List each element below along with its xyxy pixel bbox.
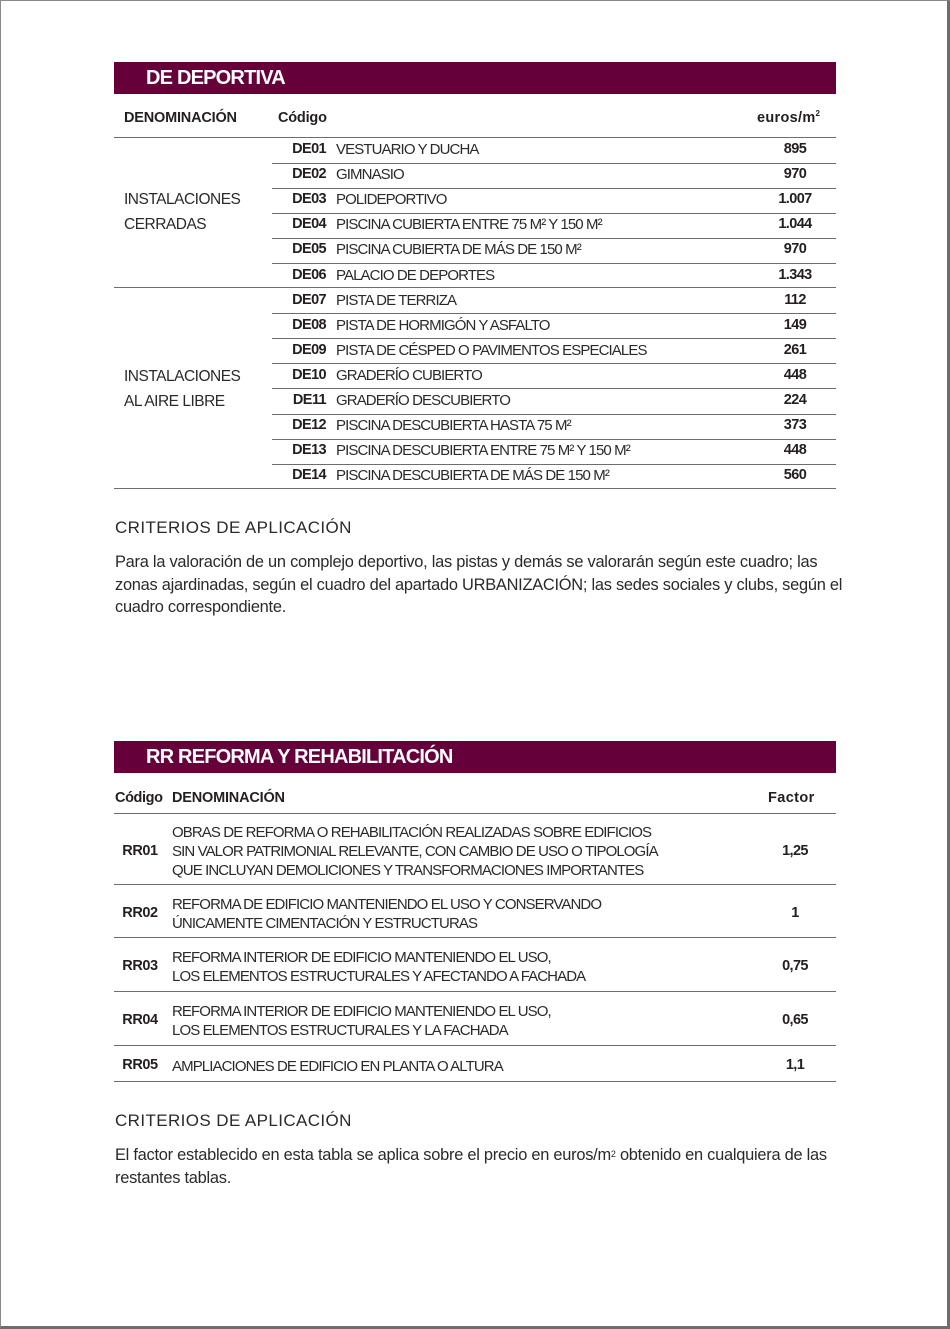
row-name-line: REFORMA INTERIOR DE EDIFICIO MANTENIENDO EL USO,	[172, 949, 551, 966]
row-name: PISCINA CUBIERTA ENTRE 75 M² Y 150 M²	[336, 216, 602, 234]
table-top-rule	[114, 137, 836, 138]
row-code: DE05	[292, 241, 326, 258]
row-code: DE02	[292, 166, 326, 183]
row-name	[172, 1057, 503, 1076]
row-name: PISCINA DESCUBIERTA ENTRE 75 M² Y 150 M²	[336, 442, 630, 460]
row-separator	[272, 414, 836, 415]
group-label-line: AL AIRE LIBRE	[124, 393, 225, 410]
row-name-line: SIN VALOR PATRIMONIAL RELEVANTE, CON CAMBIO DE USO O TIPOLOGÍA	[172, 843, 658, 860]
row-name-line: LOS ELEMENTOS ESTRUCTURALES Y AFECTANDO A FACHADA	[172, 968, 586, 985]
row-code: DE10	[292, 366, 326, 383]
row-name: PALACIO DE DEPORTES	[336, 266, 495, 284]
row-name: GRADERÍO DESCUBIERTO	[336, 392, 510, 409]
row-separator	[114, 937, 836, 938]
row-separator	[114, 1045, 836, 1046]
row-value: 1,25	[782, 842, 808, 859]
row-value: 1.007	[778, 191, 812, 208]
header-codigo-rr: Código	[115, 790, 163, 806]
header-denominacion-rr: DENOMINACIÓN	[172, 790, 285, 806]
group-divider-rule	[114, 287, 836, 288]
row-value: 1.044	[778, 216, 812, 233]
row-separator	[272, 163, 836, 164]
criterios-sup: 2	[610, 1149, 616, 1159]
section-title-reforma: RR REFORMA Y REHABILITACIÓN	[114, 741, 836, 773]
row-name-line: LOS ELEMENTOS ESTRUCTURALES Y LA FACHADA	[172, 1022, 508, 1039]
row-name: GRADERÍO CUBIERTO	[336, 366, 482, 384]
row-code: DE12	[292, 417, 326, 434]
row-name: PISTA DE HORMIGÓN Y ASFALTO	[336, 316, 550, 334]
header-denominacion: DENOMINACIÓN	[124, 110, 237, 126]
row-separator	[272, 313, 836, 314]
group-label-cerradas	[124, 187, 240, 237]
criterios-title-deportiva: CRITERIOS DE APLICACIÓN	[115, 518, 352, 537]
row-value: 448	[783, 366, 807, 383]
row-name-line: AMPLIACIONES DE EDIFICIO EN PLANTA O ALTURA	[172, 1057, 503, 1075]
row-name: PISTA DE TERRIZA	[336, 291, 457, 309]
row-name: PISCINA DESCUBIERTA HASTA 75 M²	[336, 417, 571, 435]
criterios-text-deportiva: Para la valoración de un complejo deportivo, las pistas y demás se valorarán según este cuadro; las zonas ajardinadas, según el cuadro del apartado URBANIZACIÓN; las sedes sociales y clubs, según el cuadro correspondiente.	[115, 553, 843, 616]
row-value: 448	[783, 442, 807, 459]
row-value: 149	[783, 316, 807, 333]
row-value: 1,1	[785, 1057, 805, 1073]
row-separator	[272, 464, 836, 465]
criterios-text-reforma	[115, 1144, 845, 1189]
row-name: POLIDEPORTIVO	[336, 191, 447, 209]
row-separator	[114, 1081, 836, 1082]
row-name	[172, 1002, 551, 1040]
row-separator	[272, 238, 836, 239]
row-code: RR03	[122, 958, 158, 974]
row-name: VESTUARIO Y DUCHA	[336, 141, 479, 158]
row-name-line: OBRAS DE REFORMA O REHABILITACIÓN REALIZADAS SOBRE EDIFICIOS	[172, 824, 652, 841]
row-code: DE04	[292, 216, 326, 233]
row-code: DE07	[292, 291, 326, 308]
row-value: 112	[784, 291, 806, 308]
header-unit-sup: 2	[815, 109, 821, 118]
header-codigo: Código	[278, 110, 327, 126]
row-name: PISTA DE CÉSPED O PAVIMENTOS ESPECIALES	[336, 341, 647, 359]
header-factor: Factor	[768, 790, 815, 806]
row-code: DE13	[292, 442, 326, 459]
row-name: PISCINA DESCUBIERTA DE MÁS DE 150 M²	[336, 467, 609, 485]
row-code: RR01	[122, 842, 158, 859]
row-code: RR02	[122, 904, 158, 921]
row-code: DE11	[292, 392, 326, 408]
row-code: DE08	[292, 316, 326, 333]
row-value: 261	[783, 341, 807, 358]
row-code: DE03	[292, 191, 326, 208]
row-value: 224	[783, 392, 807, 408]
row-value: 970	[783, 241, 807, 258]
row-value: 1	[791, 904, 799, 921]
row-name	[172, 823, 658, 880]
row-value: 0,65	[782, 1012, 808, 1028]
rr-table-top-rule	[114, 813, 836, 814]
group-label-line: INSTALACIONES	[124, 191, 241, 208]
row-name-line: REFORMA INTERIOR DE EDIFICIO MANTENIENDO EL USO,	[172, 1003, 551, 1020]
row-value: 895	[783, 141, 807, 157]
row-code: DE01	[292, 141, 326, 157]
row-code: DE06	[292, 266, 326, 283]
group-label-aire-libre	[124, 364, 240, 414]
row-code: RR04	[122, 1012, 158, 1028]
row-value: 0,75	[782, 958, 808, 974]
row-value: 560	[783, 467, 807, 484]
row-separator	[114, 991, 836, 992]
row-separator	[272, 188, 836, 189]
criterios-text-part2: obtenido en cualquiera de las restantes tablas.	[115, 1146, 827, 1187]
row-name	[172, 895, 601, 933]
row-name	[172, 948, 585, 986]
criterios-text-part1: El factor establecido en esta tabla se aplica sobre el precio en euros/m	[115, 1146, 611, 1164]
group-label-line: CERRADAS	[124, 216, 207, 233]
row-separator	[272, 213, 836, 214]
row-name: PISCINA CUBIERTA DE MÁS DE 150 M²	[336, 241, 581, 259]
criterios-title-reforma: CRITERIOS DE APLICACIÓN	[115, 1111, 352, 1130]
row-name-line: ÚNICAMENTE CIMENTACIÓN Y ESTRUCTURAS	[172, 914, 478, 932]
row-code: DE14	[292, 467, 326, 484]
row-separator	[272, 388, 836, 389]
row-name-line: REFORMA DE EDIFICIO MANTENIENDO EL USO Y CONSERVANDO	[172, 895, 602, 913]
section-title-deportiva: DE DEPORTIVA	[114, 62, 836, 94]
row-separator	[272, 338, 836, 339]
table-bottom-rule	[114, 488, 836, 489]
row-separator	[114, 884, 836, 885]
row-code: DE09	[292, 341, 326, 358]
row-separator	[272, 363, 836, 364]
row-value: 373	[783, 417, 807, 434]
group-label-line: INSTALACIONES	[124, 368, 241, 385]
header-unit-text: euros/m	[757, 110, 816, 126]
row-separator	[272, 439, 836, 440]
header-unit	[757, 110, 820, 126]
row-value: 970	[783, 166, 807, 183]
row-value: 1.343	[778, 266, 812, 283]
row-code: RR05	[122, 1057, 158, 1073]
row-separator	[272, 263, 836, 264]
row-name-line: QUE INCLUYAN DEMOLICIONES Y TRANSFORMACIONES IMPORTANTES	[172, 862, 644, 879]
row-name: GIMNASIO	[336, 166, 404, 184]
